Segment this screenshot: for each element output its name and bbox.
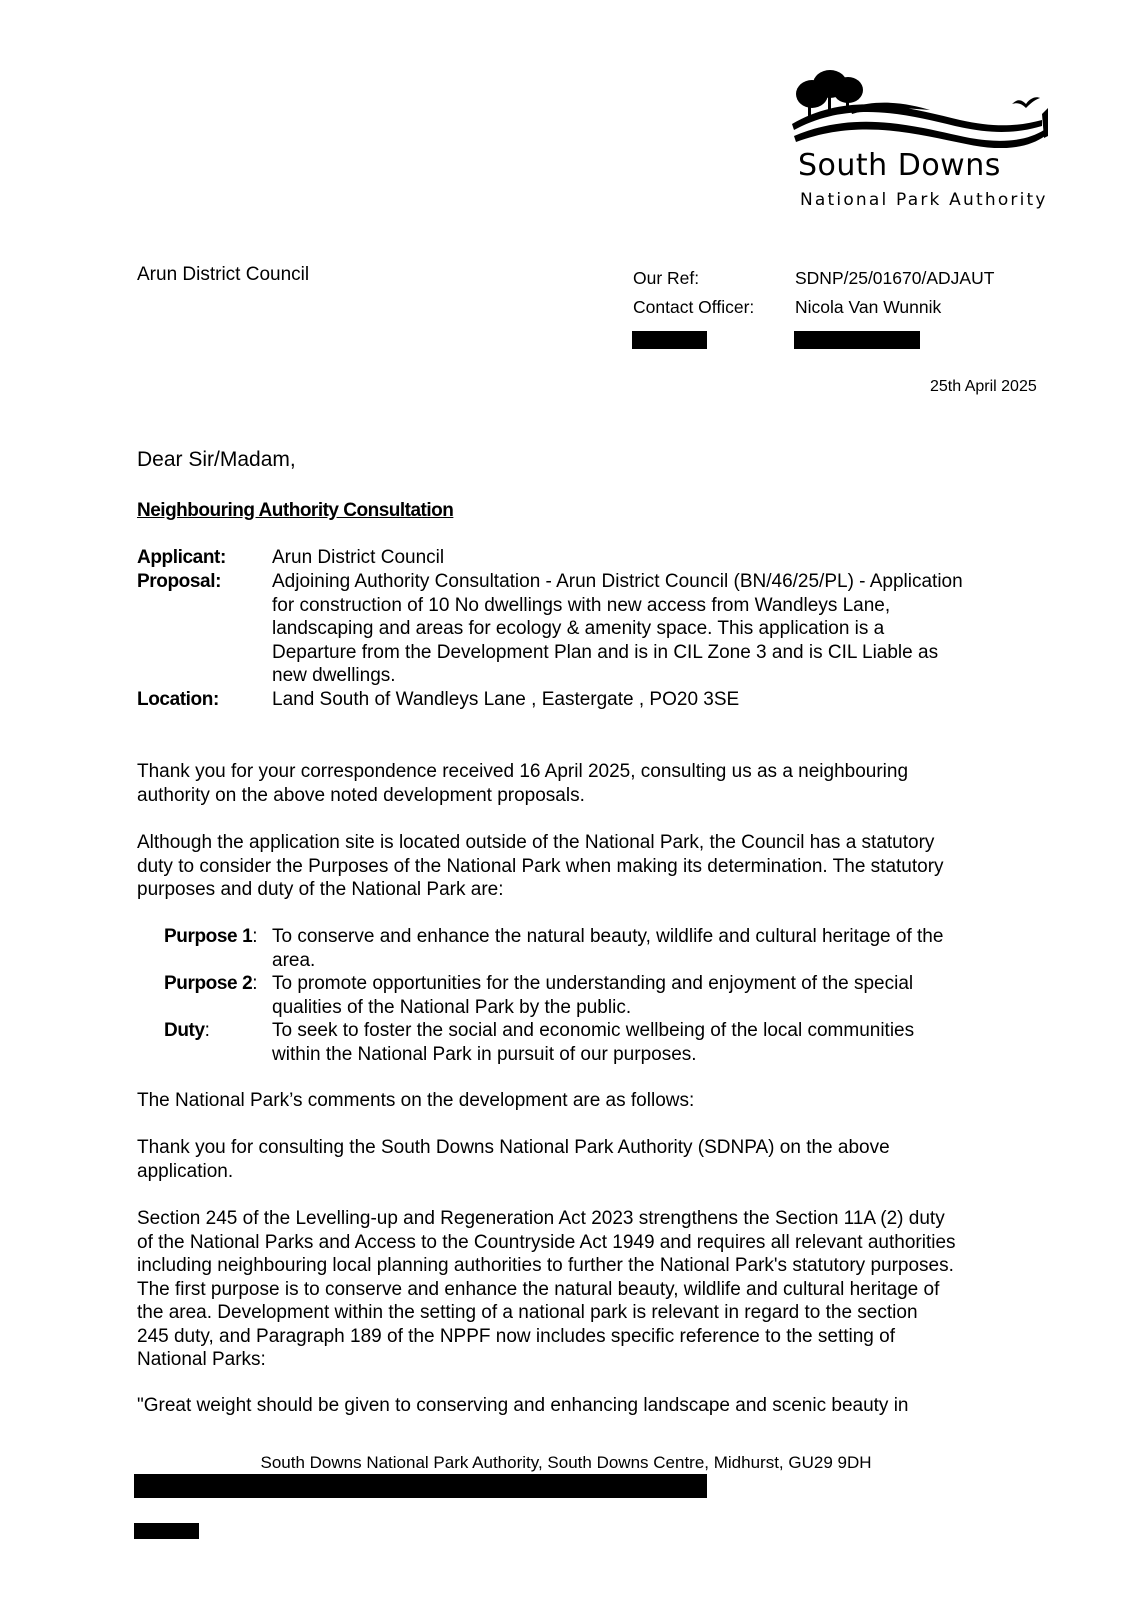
paragraph-quote: "Great weight should be given to conserving and enhancing landscape and scenic beauty in [137, 1395, 909, 1416]
paragraph-line: application. [137, 1160, 234, 1182]
proposal-line: landscaping and areas for ecology & amenity space. This application is a [272, 618, 885, 639]
paragraph-consulting [137, 1136, 1047, 1183]
redaction-bar [134, 1474, 707, 1498]
proposal-line: Departure from the Development Plan and is in CIL Zone 3 and is CIL Liable as [272, 641, 939, 663]
salutation: Dear Sir/Madam, [137, 448, 296, 471]
recipient: Arun District Council [137, 264, 310, 285]
redaction-bar [632, 331, 707, 349]
duty-label: Duty: [164, 1020, 210, 1041]
paragraph-line: the area. Development within the setting of a national park is relevant in regard to the section [137, 1302, 918, 1323]
contact-officer-label: Contact Officer: [633, 297, 755, 317]
proposal-line: for construction of 10 No dwellings with new access from Wandleys Lane, [272, 594, 891, 616]
paragraph-line: Although the application site is located outside of the National Park, the Council has a statutory [137, 832, 935, 853]
paragraph-thank-you [137, 760, 1047, 807]
paragraph-line: purposes and duty of the National Park are: [137, 879, 504, 900]
purpose-line: qualities of the National Park by the public. [272, 996, 632, 1018]
paragraph-line: of the National Parks and Access to the Countryside Act 1949 and requires all relevant authorities [137, 1231, 956, 1253]
redaction-bar [134, 1523, 199, 1539]
purpose-line: To seek to foster the social and economic wellbeing of the local communities [272, 1020, 915, 1041]
our-ref-label: Our Ref: [633, 268, 700, 288]
paragraph-statutory-duty [137, 831, 1047, 902]
paragraph-line: duty to consider the Purposes of the National Park when making its determination. The statutory [137, 855, 944, 877]
duty-label-text: Duty [164, 1020, 205, 1041]
proposal-line: Adjoining Authority Consultation - Arun District Council (BN/46/25/PL) - Application [272, 571, 963, 592]
paragraph-line: Thank you for consulting the South Downs National Park Authority (SDNPA) on the above [137, 1137, 890, 1158]
purpose-1-label: Purpose 1: [164, 926, 258, 947]
logo-title: South Downs [798, 148, 1001, 183]
letter-date: 25th April 2025 [930, 378, 1037, 395]
purpose-1-label-text: Purpose 1 [164, 926, 253, 947]
purpose-line: To promote opportunities for the understanding and enjoyment of the special [272, 973, 914, 994]
proposal-label: Proposal: [137, 571, 222, 592]
paragraph-comments-intro: The National Park’s comments on the development are as follows: [137, 1090, 695, 1111]
duty-text [272, 1019, 1052, 1066]
purpose-2-label-text: Purpose 2 [164, 973, 253, 994]
paragraph-line: National Parks: [137, 1349, 266, 1370]
location-label: Location: [137, 689, 219, 710]
purpose-line: area. [272, 949, 316, 971]
our-ref-value: SDNP/25/01670/ADJAUT [795, 268, 995, 288]
logo-subtitle: National Park Authority [800, 190, 1048, 210]
purpose-line: To conserve and enhance the natural beauty, wildlife and cultural heritage of the [272, 926, 944, 947]
paragraph-line: authority on the above noted development proposals. [137, 784, 585, 806]
section-heading: Neighbouring Authority Consultation [137, 500, 454, 521]
logo-landscape-icon [790, 68, 1052, 148]
purpose-2-label: Purpose 2: [164, 973, 258, 994]
purpose-2-text [272, 972, 1052, 1019]
contact-officer-value: Nicola Van Wunnik [795, 297, 942, 317]
paragraph-line: The first purpose is to conserve and enhance the natural beauty, wildlife and cultural heritage of [137, 1278, 940, 1300]
paragraph-line: 245 duty, and Paragraph 189 of the NPPF now includes specific reference to the setting of [137, 1325, 895, 1347]
applicant-label: Applicant: [137, 547, 226, 568]
redaction-bar [794, 331, 920, 349]
applicant-value: Arun District Council [272, 547, 445, 568]
purpose-1-text [272, 925, 1052, 972]
paragraph-line: including neighbouring local planning authorities to further the National Park's statutory purposes. [137, 1255, 954, 1276]
footer-address: South Downs National Park Authority, South Downs Centre, Midhurst, GU29 9DH [260, 1453, 872, 1472]
location-value: Land South of Wandleys Lane , Eastergate , PO20 3SE [272, 689, 740, 710]
paragraph-line: Thank you for your correspondence received 16 April 2025, consulting us as a neighbouring [137, 761, 909, 782]
purpose-line: within the National Park in pursuit of our purposes. [272, 1043, 697, 1065]
proposal-line: new dwellings. [272, 665, 396, 686]
paragraph-line: Section 245 of the Levelling-up and Regeneration Act 2023 strengthens the Section 11A (2) duty [137, 1208, 945, 1229]
proposal-text [272, 570, 1052, 688]
paragraph-section-245 [137, 1207, 1047, 1372]
